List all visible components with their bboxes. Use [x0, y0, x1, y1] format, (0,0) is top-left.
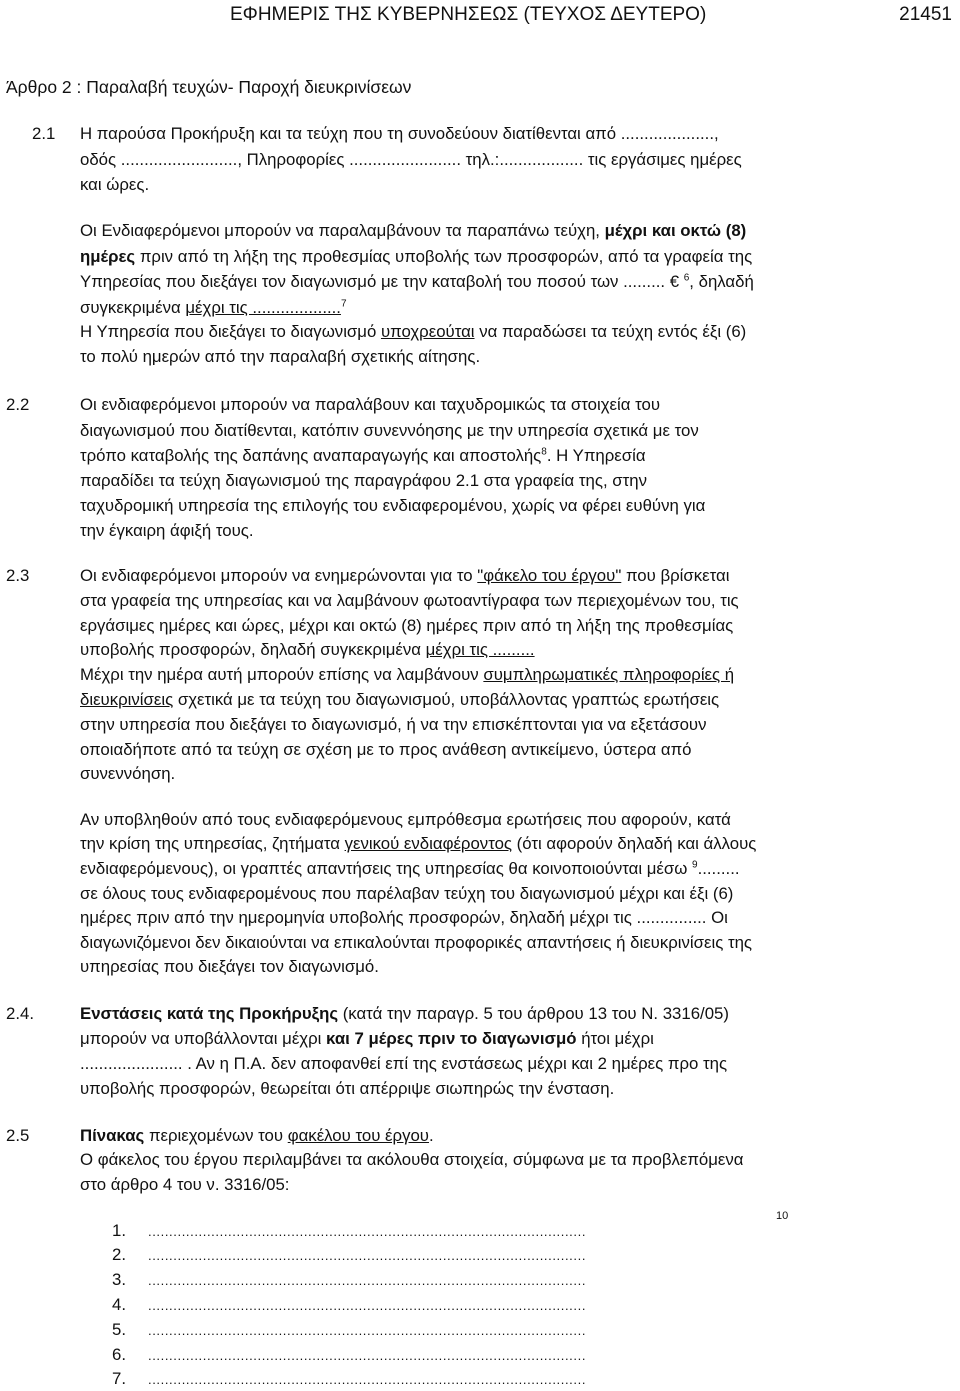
list-item-number: 4. [112, 1295, 126, 1314]
s22-line-2: διαγωνισμού που διατίθενται, κατόπιν συνεννόησης με την υπηρεσία σχετικά με τον [80, 421, 699, 440]
s22-line-1: Οι ενδιαφερόμενοι μπορούν να παραλάβουν και ταχυδρομικώς τα στοιχεία του [80, 395, 661, 414]
list-item-number: 3. [112, 1270, 126, 1289]
s23-p2-line-6: διαγωνιζόμενοι δεν δικαιούνται να επικαλούνται προφορικές απαντήσεις ή διευκρινίσεις της [80, 933, 753, 952]
s23-p2-line-3: ενδιαφερόμενους), οι γραπτές απαντήσεις της υπηρεσίας θα κοινοποιούνται μέσω $^9$......... [80, 859, 740, 878]
s23-p2-line-4: σε όλους τους ενδιαφερομένους που παρέλαβαν τεύχη του διαγωνισμού μέχρι και έξι (6) [80, 884, 734, 903]
list-item [112, 1293, 586, 1317]
s23-line-1: Οι ενδιαφερόμενοι μπορούν να ενημερώνονται για το "φάκελο του έργου" που βρίσκεται [80, 566, 730, 585]
list-item-dots: ........................................................................................................ [148, 1248, 587, 1263]
s23-p2-line-2: την κρίση της υπηρεσίας, ζητήματα γενικού ενδιαφέροντος (ότι αφορούν δηλαδή και άλλους [80, 834, 757, 853]
s22-line-3: τρόπο καταβολής της δαπάνης αναπαραγωγής και αποστολής$^8$. Η Υπηρεσία [80, 446, 646, 465]
list-item-dots: ........................................................................................................ [148, 1348, 587, 1363]
s22-line-5: ταχυδρομική υπηρεσία της επιλογής του ενδιαφερομένου, χωρίς να φέρει ευθύνη για [80, 496, 706, 515]
s24-line-3: ...................... . Αν η Π.Α. δεν αποφανθεί επί της ενστάσεως μέχρι και 2 ημέρες προ της [80, 1054, 728, 1073]
list-item-dots: ........................................................................................................ [148, 1323, 587, 1338]
list-item-dots: ........................................................................................................ [148, 1372, 587, 1387]
s23-line-6: διευκρινίσεις σχετικά με τα τεύχη του διαγωνισμού, υποβάλλοντας γραπτώς ερωτήσεις [80, 690, 720, 709]
s23-line-2: στα γραφεία της υπηρεσίας και να λαμβάνουν φωτοαντίγραφα των περιεχομένων του, τις [80, 591, 739, 610]
footnote-ref-6: 6 [683, 272, 690, 284]
footnote-ref-8: 8 [541, 446, 547, 458]
list-item-number: 1. [112, 1221, 126, 1240]
s23-p2-line-1: Αν υποβληθούν από τους ενδιαφερόμενους εμπρόθεσμα ερωτήσεις που αφορούν, κατά [80, 810, 731, 829]
footnote-ref-9: 9 [692, 859, 698, 871]
s22-line-4: παραδίδει τα τεύχη διαγωνισμού της παραγράφου 2.1 στα γραφεία της, στην [80, 471, 647, 490]
s21-p3-line-2: το πολύ ημερών από την παραλαβή σχετικής αίτησης. [80, 347, 481, 366]
list-item [112, 1268, 586, 1292]
s21-p2-line-4: συγκεκριμένα μέχρι τις ...................$^7$ [80, 298, 347, 317]
s23-line-8: οποιαδήποτε από τα τεύχη σε σχέση με το προς ανάθεση αντικείμενο, ύστερα από [80, 740, 692, 759]
section-number-2-3: 2.3 [6, 566, 30, 585]
s23-line-4: υποβολής προσφορών, δηλαδή συγκεκριμένα μέχρι τις ......... [80, 640, 535, 659]
s21-line-2: οδός ........................., Πληροφορίες ........................ τηλ.:.................. τις εργάσιμες ημέρες [80, 150, 742, 169]
list-item [112, 1343, 586, 1367]
s23-p2-line-7: υπηρεσίας που διεξάγει τον διαγωνισμό. [80, 957, 379, 976]
s24-line-2: μπορούν να υποβάλλονται μέχρι και 7 μέρες πριν το διαγωνισμό ήτοι μέχρι [80, 1029, 654, 1048]
article-title: Άρθρο 2 : Παραλαβή τευχών- Παροχή διευκρινίσεων [6, 77, 412, 97]
list-item [112, 1219, 586, 1243]
s24-line-1: Ενστάσεις κατά της Προκήρυξης (κατά την παραγρ. 5 του άρθρου 13 του Ν. 3316/05) [80, 1004, 729, 1023]
list-item-number: 2. [112, 1245, 126, 1264]
section-number-2-1: 2.1 [32, 124, 56, 143]
list-item-number: 6. [112, 1345, 126, 1364]
list-item-dots: ........................................................................................................ [148, 1298, 587, 1313]
list-item [112, 1243, 586, 1267]
list-item [112, 1367, 586, 1391]
list-item-dots: ........................................................................................................ [148, 1224, 587, 1239]
s21-p2-line-1: Οι Ενδιαφερόμενοι μπορούν να παραλαμβάνουν τα παραπάνω τεύχη, μέχρι και οκτώ (8) [80, 221, 747, 240]
s24-line-4: υποβολής προσφορών, θεωρείται ότι απέρριψε σιωπηρώς την ένσταση. [80, 1079, 615, 1098]
section-number-2-4: 2.4. [6, 1004, 34, 1023]
s21-p2-line-3: Υπηρεσίας που διεξάγει τον διαγωνισμό με την καταβολή του ποσού των ......... € $^6$, δηλαδή [80, 272, 754, 291]
s25-line-3: στο άρθρο 4 του ν. 3316/05: [80, 1175, 290, 1194]
s23-p2-line-5: ημέρες πριν από την ημερομηνία υποβολής προσφορών, δηλαδή μέχρι τις ............... Οι [80, 908, 728, 927]
s23-line-5: Μέχρι την ημέρα αυτή μπορούν επίσης να λαμβάνουν συμπληρωματικές πληροφορίες ή [80, 665, 735, 684]
s21-line-1: Η παρούσα Προκήρυξη και τα τεύχη που τη συνοδεύουν διατίθενται από ...................., [80, 124, 719, 143]
s21-p3-line-1: Η Υπηρεσία που διεξάγει το διαγωνισμό υποχρεούται να παραδώσει τα τεύχη εντός έξι (6) [80, 322, 747, 341]
s23-line-7: στην υπηρεσία που διεξάγει το διαγωνισμό, ή να την επισκέπτονται για να εξετάσουν [80, 715, 707, 734]
footnote-ref-10: 10 [776, 1210, 789, 1222]
section-number-2-2: 2.2 [6, 395, 30, 414]
footnote-ref-7: 7 [340, 298, 347, 310]
page-number: 21451 [899, 4, 952, 25]
s21-line-3: και ώρες. [80, 175, 150, 194]
list-item [112, 1318, 586, 1342]
s25-line-2: Ο φάκελος του έργου περιλαμβάνει τα ακόλουθα στοιχεία, σύμφωνα με τα προβλεπόμενα [80, 1150, 744, 1169]
s23-line-3: εργάσιμες ημέρες και ώρες, μέχρι και οκτώ (8) ημέρες πριν από τη λήξη της προθεσμίας [80, 616, 734, 635]
s23-line-9: συνεννόηση. [80, 764, 176, 783]
list-item-dots: ........................................................................................................ [148, 1273, 587, 1288]
gazette-title: ΕΦΗΜΕΡΙΣ ΤΗΣ ΚΥΒΕΡΝΗΣΕΩΣ (ΤΕΥΧΟΣ ΔΕΥΤΕΡΟ) [230, 4, 707, 25]
list-item-number: 7. [112, 1369, 126, 1388]
s21-p2-line-2: ημέρες πριν από τη λήξη της προθεσμίας υποβολής των προσφορών, από τα γραφεία της [80, 247, 753, 266]
s25-line-1: Πίνακας περιεχομένων του φακέλου του έργου. [80, 1126, 434, 1145]
s22-line-6: την έγκαιρη άφιξή τους. [80, 521, 254, 540]
page-header [0, 4, 960, 30]
section-number-2-5: 2.5 [6, 1126, 30, 1145]
list-item-number: 5. [112, 1320, 126, 1339]
